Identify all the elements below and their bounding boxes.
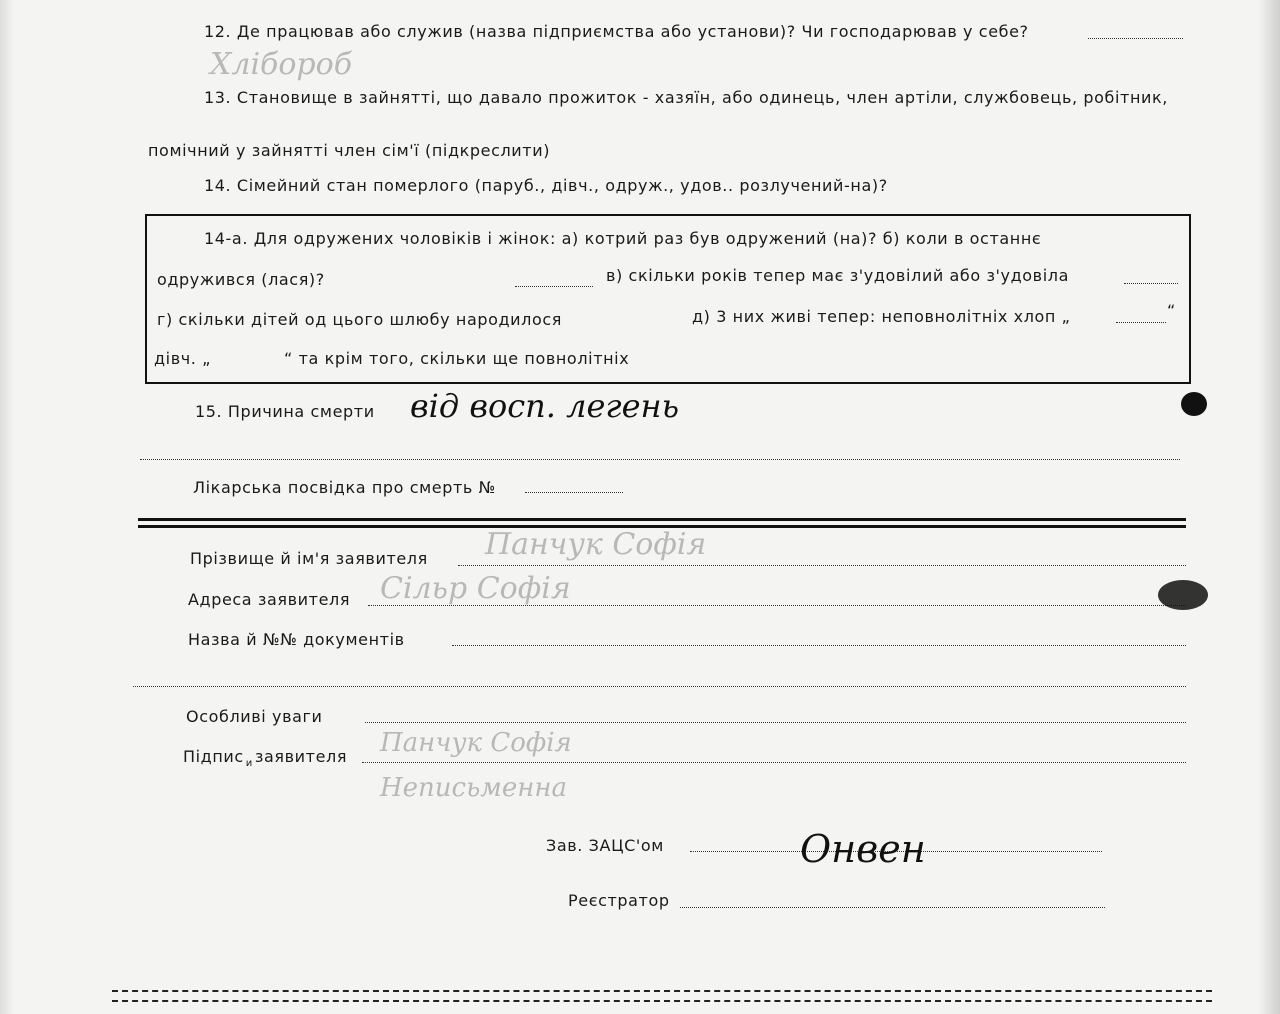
applicant-address-handwriting: Сільр Софія (380, 571, 571, 606)
q12-handwriting: Хлібороб (210, 47, 353, 82)
signature-line (362, 762, 1186, 763)
applicant-address-label: Адреса заявителя (188, 590, 351, 609)
question-14: 14. Сімейний стан померлого (паруб., дівч., одруж., удов.. розлучений-на)? (204, 176, 888, 195)
cause-of-death-handwriting: від восп. легень (410, 387, 679, 425)
registrar-label: Реєстратор (568, 891, 670, 910)
applicant-name-line (458, 565, 1186, 566)
medical-certificate-label: Лікарська посвідка про смерть № (193, 478, 496, 497)
question-14a-line-4b: “ та крім того, скільки ще повнолітніх (284, 349, 630, 368)
registrar-line (680, 907, 1105, 908)
page-bottom-rule-2 (112, 1000, 1212, 1002)
question-12: 12. Де працював або служив (назва підприємства або установи)? Чи господарював у себе? (204, 22, 1029, 41)
q14a-line-3-dots (1116, 322, 1166, 323)
signature-label-suffix: заявителя (254, 747, 348, 766)
signature-handwriting-2: Неписьменна (380, 773, 567, 803)
question-14a-line-3b: д) 3 них живі тепер: неповнолітніх хлоп „ (692, 307, 1071, 326)
signature-label (183, 749, 347, 769)
applicant-name-label: Прізвище й ім'я заявителя (190, 549, 428, 568)
signature-label-prefix: Підпис (183, 747, 244, 766)
question-15: 15. Причина смерти (195, 402, 375, 421)
question-14a-line-3c: “ (1167, 301, 1176, 320)
q14a-line-2-end-dots (1124, 283, 1178, 284)
applicant-name-handwriting: Панчук Софія (485, 527, 707, 562)
question-14a-line-2b: в) скільки років тепер має з'удовілий або з'удовіла (606, 266, 1069, 285)
question-14a-line-3a: г) скільки дітей од цього шлюбу народилося (157, 310, 562, 329)
paper-edge-left (0, 0, 14, 1014)
binding-hole (1181, 392, 1207, 416)
documents-line-2 (133, 686, 1186, 687)
question-13-line-1: 13. Становище в зайнятті, що давало прожиток - хазяїн, або одинець, член артіли, службовець, робітник, (204, 88, 1168, 107)
q15-answer-line (140, 459, 1180, 460)
question-13-line-2: помічний у зайнятті член сім'ї (підкреслити) (148, 141, 551, 160)
page-bottom-rule (112, 990, 1212, 992)
signature-label-mark: и (245, 758, 253, 769)
q12-answer-line (1088, 38, 1183, 39)
documents-line (452, 645, 1186, 646)
notes-label: Особливі уваги (186, 707, 323, 726)
head-zags-label: Зав. ЗАЦС'ом (546, 836, 664, 855)
zags-signature: Онвен (800, 827, 926, 871)
notes-line (365, 722, 1186, 723)
medical-certificate-line (525, 492, 623, 493)
documents-label: Назва й №№ документів (188, 630, 405, 649)
question-14a-line-4a: дівч. „ (154, 349, 212, 368)
section-rule-top (138, 518, 1186, 521)
paper-edge-right (1258, 0, 1280, 1014)
ink-blot (1158, 580, 1208, 610)
question-14a-line-1: 14-а. Для одружених чоловіків і жінок: а) котрий раз був одружений (на)? б) коли в останнє (204, 229, 1042, 248)
signature-handwriting-1: Панчук Софія (380, 728, 572, 758)
question-14a-line-2a: одружився (лася)? (157, 270, 325, 289)
q14a-line-2-dots (515, 286, 593, 287)
